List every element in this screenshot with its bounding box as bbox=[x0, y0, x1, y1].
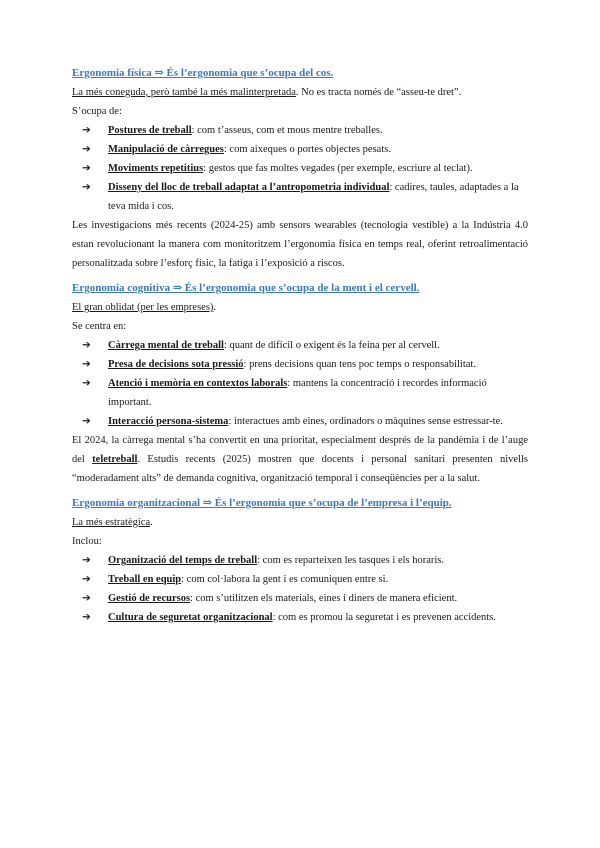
arrow-icon: ➔ bbox=[82, 593, 91, 604]
item-term: Gestió de recursos bbox=[108, 593, 191, 604]
arrow-icon: ➔ bbox=[82, 612, 91, 623]
para-part-b: . Estudis recents (2025) mostren que docents i personal sanitari presenten nivells “moderadament alts” de demanda cognitiva, organització temporal i conseqüències per a la salut. bbox=[72, 454, 528, 484]
section-paragraph: Les investigacions més recents (2024-25) amb sensors wearables (tecnologia vestible) a la Indústria 4.0 estan revolucionant la manera com monitoritzem l’ergonomia física en temps real, oferint retroalimentació personalitzada sobre l’esforç físic, la fatiga i l’exposició a riscos. bbox=[72, 220, 528, 269]
item-term: Presa de decisions sota pressió bbox=[108, 359, 244, 370]
item-text: : com es reparteixen les tasques i els horaris. bbox=[257, 555, 445, 566]
intro-underlined: La més estratègica bbox=[72, 517, 151, 528]
item-text: : quant de difícil o exigent és la feina per al cervell. bbox=[223, 340, 440, 351]
arrow-icon: ➔ bbox=[82, 378, 91, 389]
section-intro bbox=[72, 83, 528, 102]
item-term: Interacció persona-sistema bbox=[108, 416, 229, 427]
item-term: Atenció i memòria en contextos laborals bbox=[108, 378, 288, 389]
document-page bbox=[72, 64, 528, 627]
section-paragraph bbox=[72, 431, 528, 488]
item-text: : prens decisions quan tens poc temps o responsabilitat. bbox=[243, 359, 476, 370]
bullet-list-organizational bbox=[72, 551, 528, 627]
section-title-physical: Ergonomia física ⇒ És l’ergonomia que s’ocupa del cos. bbox=[72, 67, 334, 79]
arrow-icon: ➔ bbox=[82, 144, 91, 155]
section-intro bbox=[72, 513, 528, 532]
arrow-icon: ➔ bbox=[82, 163, 91, 174]
item-text: : com col·labora la gent i es comuniquen entre si. bbox=[181, 574, 389, 585]
para-term: teletreball bbox=[92, 454, 138, 465]
item-term: Manipulació de càrregues bbox=[108, 144, 224, 155]
list-item bbox=[72, 589, 528, 608]
bullet-list-physical bbox=[72, 121, 528, 216]
arrow-icon: ➔ bbox=[82, 574, 91, 585]
item-term: Treball en equip bbox=[108, 574, 182, 585]
item-text: : mantens la concentració i recordes informació important. bbox=[108, 378, 487, 408]
list-item bbox=[72, 608, 528, 627]
intro-rest: . No es tracta només de “asseu-te dret”. bbox=[295, 87, 462, 98]
list-item bbox=[72, 140, 528, 159]
list-item bbox=[72, 570, 528, 589]
item-text: : com s’utilitzen els materials, eines i diners de manera eficient. bbox=[190, 593, 458, 604]
list-item bbox=[72, 121, 528, 140]
item-text: : cadires, taules, adaptades a la teva mida i cos. bbox=[108, 182, 519, 212]
item-text: : com aixeques o portes objectes pesats. bbox=[223, 144, 391, 155]
section-lead: S’ocupa de: bbox=[72, 106, 122, 117]
item-text: : gestos que fas moltes vegades (per exemple, escriure al teclat). bbox=[203, 163, 473, 174]
list-item bbox=[72, 178, 528, 216]
item-text: : interactues amb eines, ordinadors o màquines sense estressar-te. bbox=[228, 416, 503, 427]
list-item bbox=[72, 355, 528, 374]
arrow-icon: ➔ bbox=[82, 125, 91, 136]
arrow-icon: ➔ bbox=[82, 359, 91, 370]
arrow-icon: ➔ bbox=[82, 555, 91, 566]
item-term: Postures de treball bbox=[108, 125, 192, 136]
intro-rest: . bbox=[150, 517, 153, 528]
arrow-icon: ➔ bbox=[82, 340, 91, 351]
intro-underlined: El gran oblidat (per les empreses) bbox=[72, 302, 214, 313]
section-intro bbox=[72, 298, 528, 317]
item-term: Cultura de seguretat organitzacional bbox=[108, 612, 273, 623]
item-text: : com t’asseus, com et mous mentre treballes. bbox=[191, 125, 383, 136]
list-item bbox=[72, 551, 528, 570]
item-term: Disseny del lloc de treball adaptat a l’antropometria individual bbox=[108, 182, 390, 193]
section-title-cognitive: Ergonomia cognitiva ⇒ És l’ergonomia que s’ocupa de la ment i el cervell. bbox=[72, 282, 420, 294]
list-item bbox=[72, 159, 528, 178]
intro-rest: . bbox=[213, 302, 217, 313]
item-term: Càrrega mental de treball bbox=[108, 340, 224, 351]
section-lead: Inclou: bbox=[72, 536, 102, 547]
section-title-organizational: Ergonomia organitzacional ⇒ És l’ergonomia que s’ocupa de l’empresa i l’equip. bbox=[72, 497, 452, 509]
item-term: Moviments repetitius bbox=[108, 163, 204, 174]
list-item bbox=[72, 374, 528, 412]
arrow-icon: ➔ bbox=[82, 182, 91, 193]
list-item bbox=[72, 336, 528, 355]
para-part-a: El 2024, la càrrega mental s’ha convertit en una prioritat, especialment després de la pandèmia i de l’auge del bbox=[72, 435, 528, 465]
section-lead: Se centra en: bbox=[72, 321, 127, 332]
list-item bbox=[72, 412, 528, 431]
arrow-icon: ➔ bbox=[82, 416, 91, 427]
bullet-list-cognitive bbox=[72, 336, 528, 431]
item-text: : com es promou la seguretat i es prevenen accidents. bbox=[272, 612, 496, 623]
item-term: Organització del temps de treball bbox=[108, 555, 258, 566]
intro-underlined: La més coneguda, però també la més malinterpretada bbox=[72, 87, 296, 98]
